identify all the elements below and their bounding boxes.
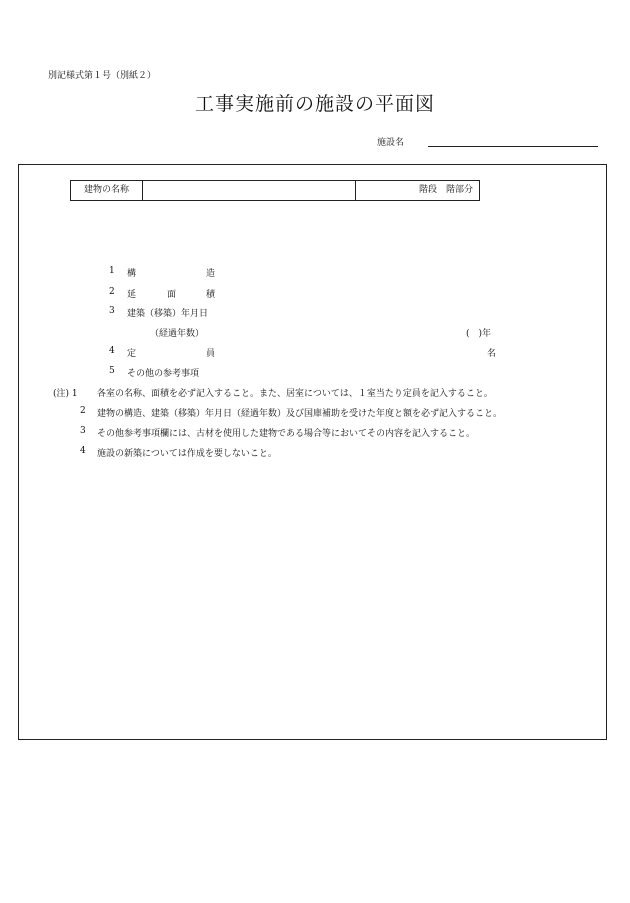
note-4: 施設の新築については作成を要しないこと。 — [97, 449, 277, 459]
capacity-unit: 名 — [487, 349, 497, 359]
floor-area-label-c: 積 — [206, 290, 216, 300]
note-number-3: 3 — [80, 426, 86, 436]
structure-label-b: 造 — [206, 269, 216, 279]
item-number-3: 3 — [109, 306, 115, 316]
building-name-table — [70, 180, 480, 201]
floor-area-label-a: 延 — [127, 290, 137, 300]
item-number-4: 4 — [109, 346, 115, 356]
years-value: ( )年 — [466, 329, 492, 339]
note-3: その他参考事項欄には、古材を使用した建物である場合等においてその内容を記入すること。 — [97, 429, 476, 439]
note-number-4: 4 — [80, 446, 86, 456]
floor-label: 階段 階部分 — [418, 185, 473, 195]
capacity-label-b: 員 — [206, 349, 216, 359]
structure-label-a: 構 — [127, 269, 137, 279]
facility-name-field[interactable] — [428, 146, 598, 147]
other-notes-label: その他の参考事項 — [127, 369, 200, 379]
capacity-label-a: 定 — [127, 349, 137, 359]
note-2: 建物の構造、建築（移築）年月日（経過年数）及び国庫補助を受けた年度と額を必ず記入すること。 — [97, 409, 503, 419]
elapsed-years-label: （経過年数） — [150, 329, 205, 339]
note-1: 各室の名称、面積を必ず記入すること。また、居室については、１室当たり定員を記入すること。 — [97, 389, 493, 399]
item-number-2: 2 — [109, 287, 115, 297]
built-date-label: 建築（移築）年月日 — [127, 309, 209, 319]
form-number: 別記様式第１号（別紙２） — [48, 71, 157, 81]
building-name-label: 建物の名称 — [71, 181, 143, 200]
notes-prefix: (注) 1 — [53, 389, 78, 399]
building-name-field[interactable] — [143, 181, 356, 200]
item-number-1: 1 — [109, 266, 115, 276]
document-title: 工事実施前の施設の平面図 — [194, 93, 435, 115]
note-number-2: 2 — [80, 406, 86, 416]
facility-name-label: 施設名 — [377, 138, 405, 148]
item-number-5: 5 — [109, 366, 115, 376]
floor-area-label-b: 面 — [167, 290, 177, 300]
